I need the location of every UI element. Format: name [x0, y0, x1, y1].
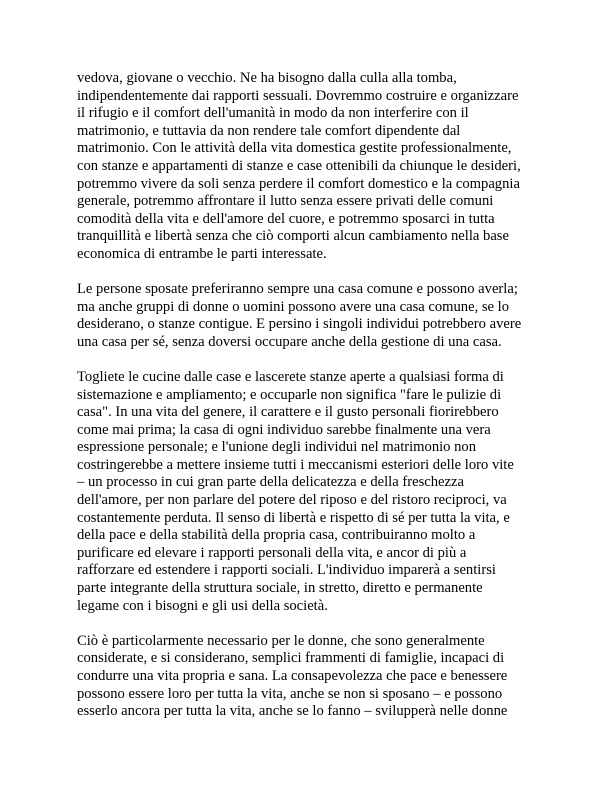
document-body [77, 70, 547, 738]
text-line: – un processo in cui gran parte della delicatezza e della freschezza [77, 474, 464, 491]
text-line: matrimonio, e tuttavia da non rendere tale comfort dipendente dal [77, 122, 461, 139]
text-line: Le persone sposate preferiranno sempre una casa comune e possono averla; [77, 281, 518, 298]
text-line: Togliete le cucine dalle case e lascerete stanze aperte a qualsiasi forma di [77, 368, 504, 385]
text-line: condurre una vita propria e sana. La consapevolezza che pace e benessere [77, 667, 508, 684]
text-line: possono essere loro per tutta la vita, anche se non si sposano – e possono [77, 685, 503, 702]
text-line: della pace e della stabilità della propria casa, contribuiranno molto a [77, 527, 476, 544]
text-line: desiderano, o stanze contigue. E persino i singoli individui potrebbero avere [77, 316, 522, 333]
paragraph [77, 369, 547, 615]
text-line: come mai prima; la casa di ogni individuo sarebbe finalmente una vera [77, 421, 491, 438]
text-line: vedova, giovane o vecchio. Ne ha bisogno dalla culla alla tomba, [77, 70, 457, 86]
text-line: legame con i bisogni e gli usi della società. [77, 597, 328, 614]
text-line: comodità della vita e dell'amore del cuore, e potremmo sposarci in tutta [77, 210, 495, 227]
text-line: Ciò è particolarmente necessario per le donne, che sono generalmente [77, 632, 485, 649]
text-line: dell'amore, per non parlare del potere del riposo e del ristoro reciproci, va [77, 492, 507, 509]
text-line: purificare ed elevare i rapporti personali della vita, e ancor di più a [77, 544, 467, 561]
text-line: il rifugio e il comfort dell'umanità in modo da non interferire con il [77, 105, 469, 122]
text-line: considerate, e si considerano, semplici frammenti di famiglie, incapaci di [77, 650, 505, 667]
text-line: costringerebbe a mettere insieme tutti i meccanismi esteriori delle loro vite [77, 456, 514, 473]
text-line: rafforzare ed estendere i rapporti sociali. L'individuo imparerà a sentirsi [77, 562, 496, 579]
text-line: esserlo ancora per tutta la vita, anche se lo fanno – svilupperà nelle donne [77, 703, 508, 720]
text-line: sistemazione e ampliamento; e occuparle non significa "fare le pulizie di [77, 386, 502, 403]
text-line: matrimonio. Con le attività della vita domestica gestite professionalmente, [77, 140, 512, 157]
text-line: generale, potremmo affrontare il lutto senza essere privati delle comuni [77, 193, 494, 210]
text-line: potremmo vivere da soli senza perdere il comfort domestico e la compagnia [77, 175, 520, 192]
text-line: costantemente perduta. Il senso di libertà e rispetto di sé per tutta la vita, e [77, 509, 510, 526]
text-line: espressione personale; e l'unione degli individui nel matrimonio non [77, 439, 477, 456]
text-line: casa". In una vita del genere, il carattere e il gusto personali fiorirebbero [77, 404, 499, 421]
paragraph [77, 633, 547, 721]
text-line: indipendentemente dai rapporti sessuali. Dovremmo costruire e organizzare [77, 87, 519, 104]
text-line: tranquillità e libertà senza che ciò comporti alcun cambiamento nella base [77, 228, 509, 245]
text-line: una casa per sé, senza doversi occupare anche della gestione di una casa. [77, 333, 502, 350]
text-line: economica di entrambe le parti interessate. [77, 245, 327, 262]
text-line: parte integrante della struttura sociale, in stretto, diretto e permanente [77, 580, 483, 597]
paragraph [77, 281, 547, 351]
text-line: con stanze e appartamenti di stanze e case ottenibili da chiunque le desideri, [77, 157, 521, 174]
text-line: ma anche gruppi di donne o uomini possono avere una casa comune, se lo [77, 298, 510, 315]
paragraph [77, 70, 547, 264]
